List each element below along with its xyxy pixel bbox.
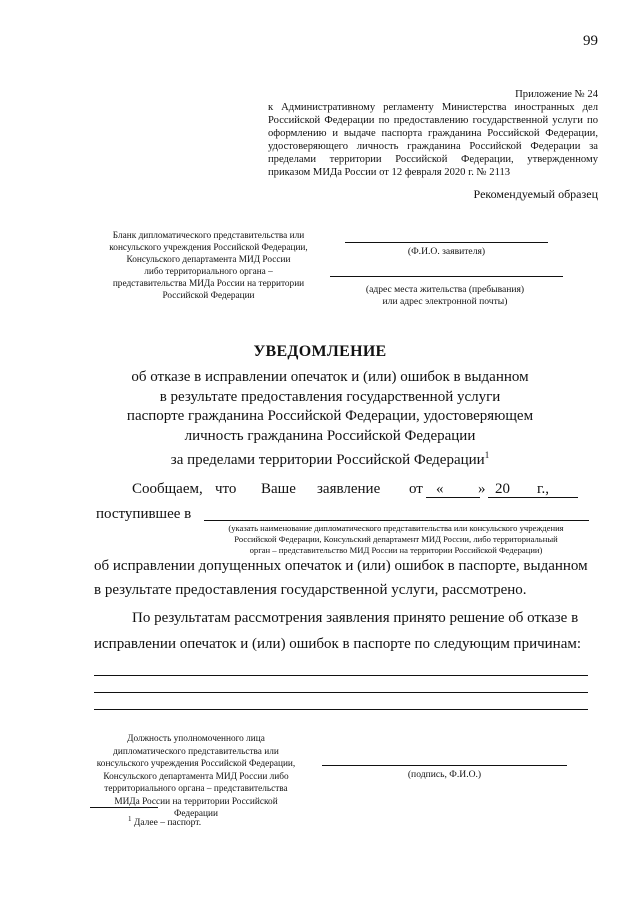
inform-word: 20 — [495, 481, 510, 497]
official-line: консульского учреждения Российской Федерации, — [96, 759, 296, 769]
official-line: дипломатического представительства или — [113, 746, 279, 757]
sender-line: Российской Федерации — [162, 291, 255, 301]
date-day-line — [426, 497, 480, 498]
official-line: территориального органа – представительства — [104, 784, 288, 794]
page-number: 99 — [583, 33, 598, 49]
signature-caption: (подпись, Ф.И.О.) — [407, 769, 482, 780]
reason-line — [94, 692, 588, 693]
sender-line: либо территориального органа – — [144, 267, 273, 277]
inform-word: заявление — [317, 481, 381, 497]
reason-line — [94, 709, 588, 710]
official-line: Должность уполномоченного лица — [127, 734, 265, 744]
body-line: По результатам рассмотрения заявления принято решение об отказе в — [132, 610, 579, 626]
notice-subtitle — [110, 368, 550, 471]
recommended-sample-label: Рекомендуемый образец — [473, 187, 598, 201]
applicant-name-line — [345, 242, 548, 243]
sender-line: Консульского департамента МИД России — [126, 255, 291, 265]
appendix-header — [268, 88, 598, 179]
reason-line — [94, 675, 588, 676]
appendix-title: Приложение № 24 — [515, 89, 598, 100]
organization-caption — [196, 523, 596, 556]
sender-line: представительства МИДа России на территории — [112, 279, 305, 289]
signature-line — [322, 765, 567, 766]
inform-word: от — [409, 481, 423, 497]
body-line: об исправлении допущенных опечаток и (или) ошибок в паспорте, выданном — [94, 558, 588, 574]
inform-word: « — [436, 481, 444, 497]
footnote-number: 1 — [128, 815, 132, 823]
org-caption-line: (указать наименование дипломатического представительства или консульского учреждения — [228, 523, 564, 533]
org-caption-line: Российской Федерации, Консульский департамент МИД России, либо территориальный — [234, 534, 558, 544]
subtitle-line: паспорте гражданина Российской Федерации, удостоверяющем — [126, 408, 534, 424]
official-line: Федерации — [174, 809, 218, 819]
received-in-label: поступившее в — [96, 506, 192, 522]
inform-word: » — [478, 481, 486, 497]
org-caption-line: орган – представительство МИД России на территории Российской Федерации) — [249, 545, 543, 555]
address-caption-line: (адрес места жительства (пребывания) — [365, 284, 525, 295]
footnote-text: Далее – паспорт. — [133, 818, 202, 829]
sender-line: Бланк дипломатического представительства или — [112, 231, 305, 241]
applicant-address-caption — [320, 284, 570, 308]
appendix-text: к Административному регламенту Министерства иностранных дел Российской Федерации по предоставлению государственной услуги по оформлению и выдаче паспорта гражданина Российской Федерации, удостоверяющего личность гражданина Российской Федерации за пределами территории Российской Федерации, утвержденному приказом МИДа России от 12 февраля 2020 г. № 2113 — [268, 102, 598, 178]
subtitle-line: личность гражданина Российской Федерации — [184, 427, 476, 444]
organization-line — [204, 520, 589, 521]
applicant-address-line — [330, 276, 563, 277]
inform-word: что — [215, 481, 237, 497]
footnote-separator — [90, 807, 158, 808]
inform-word: г., — [537, 481, 549, 497]
applicant-name-caption: (Ф.И.О. заявителя) — [407, 246, 486, 257]
notice-title: УВЕДОМЛЕНИЕ — [253, 343, 387, 360]
footnote-mark: 1 — [484, 450, 490, 460]
sender-line: консульского учреждения Российской Федерации, — [109, 243, 308, 253]
body-line: исправлении опечаток и (или) ошибок в паспорте по следующим причинам: — [94, 636, 582, 652]
subtitle-line: за пределами территории Российской Федерации$^1$ — [170, 450, 490, 468]
subtitle-line: в результате предоставления государственной услуги — [159, 388, 501, 405]
subtitle-line: об отказе в исправлении опечаток и (или) ошибок в выданном — [131, 369, 529, 385]
inform-word: Сообщаем, — [132, 481, 203, 497]
sender-letterhead-block — [86, 230, 331, 302]
address-caption-line: или адрес электронной почты) — [382, 296, 508, 307]
official-line: МИДа России на территории Российской — [114, 796, 278, 807]
body-line: в результате предоставления государственной услуги, рассмотрено. — [94, 582, 527, 598]
official-line: Консульского департамента МИД России либо — [103, 771, 289, 782]
date-year-line — [512, 497, 532, 498]
inform-word: Ваше — [261, 481, 296, 497]
footnote — [128, 815, 201, 828]
